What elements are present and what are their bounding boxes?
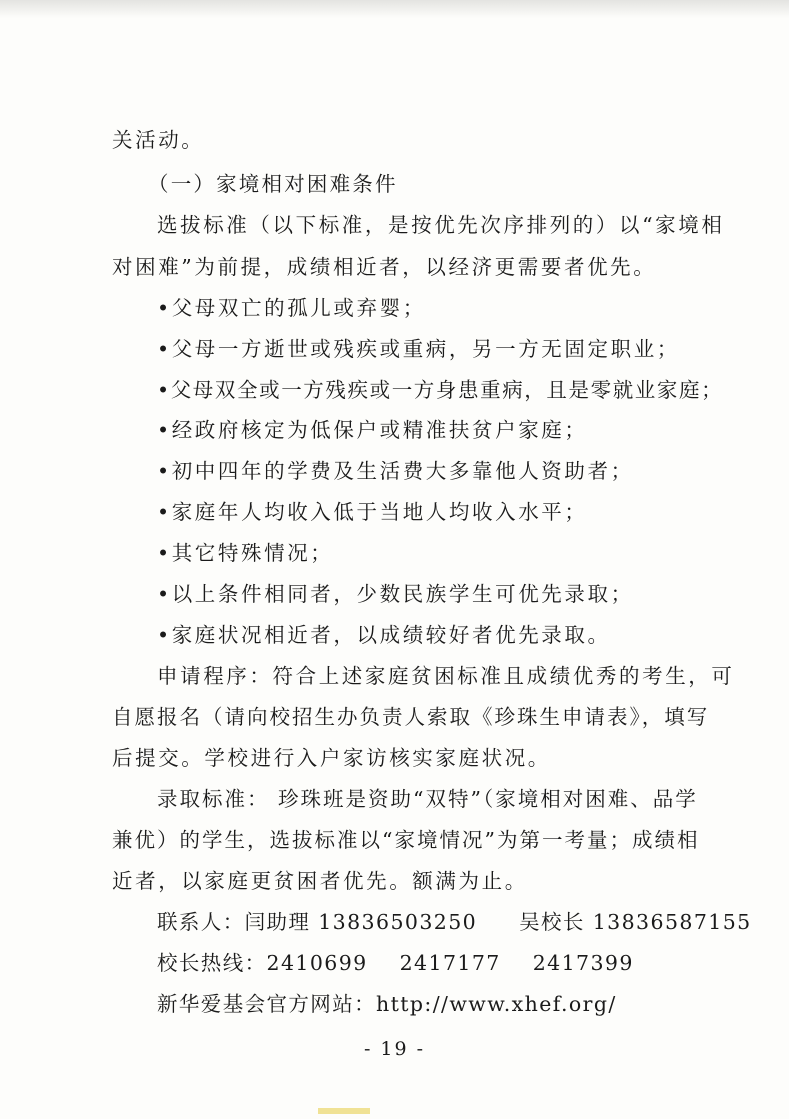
admission-line-3: 近者，以家庭更贫困者优先。额满为止。 bbox=[112, 869, 528, 893]
scan-edge-shadow bbox=[0, 0, 789, 18]
application-line-2: 自愿报名（请向校招生办负责人索取《珍珠生申请表》，填写 bbox=[112, 705, 710, 729]
criteria-intro-line-2: 对困难”为前提，成绩相近者，以经济更需要者优先。 bbox=[112, 255, 657, 279]
page-number: - 19 - bbox=[363, 1038, 426, 1060]
bullet-item: •家庭状况相近者，以成绩较好者优先录取。 bbox=[157, 623, 611, 647]
application-line-1: 申请程序：符合上述家庭贫困标准且成绩优秀的考生，可 bbox=[157, 664, 735, 688]
contact-person-2: 吴校长 13836587155 bbox=[519, 910, 752, 934]
website-line: 新华爱基会官方网站：http://www.xhef.org/ bbox=[157, 992, 617, 1016]
scan-edge-mark bbox=[318, 1108, 370, 1114]
contact-label: 联系人： bbox=[157, 910, 245, 934]
continuation-text: 关活动。 bbox=[112, 128, 205, 152]
bullet-item: •经政府核定为低保户或精准扶贫户家庭； bbox=[157, 418, 588, 442]
bullet-item: •家庭年人均收入低于当地人均收入水平； bbox=[157, 500, 588, 524]
bullet-item: •父母双亡的孤儿或弃婴； bbox=[157, 296, 426, 320]
hotline-number: 2417399 bbox=[532, 951, 634, 975]
admission-line-2: 兼优）的学生，选拔标准以“家境情况”为第一考量；成绩相 bbox=[112, 828, 700, 852]
application-line-3: 后提交。学校进行入户家访核实家庭状况。 bbox=[112, 746, 551, 770]
admission-line-1: 录取标准： 珍珠班是资助“双特”（家境相对困难、品学 bbox=[157, 787, 698, 811]
bullet-item: •父母双全或一方残疾或一方身患重病，且是零就业家庭； bbox=[157, 378, 724, 402]
bullet-item: •初中四年的学费及生活费大多靠他人资助者； bbox=[157, 459, 634, 483]
bullet-item: •以上条件相同者，少数民族学生可优先录取； bbox=[157, 582, 634, 606]
hotline-number: 2417177 bbox=[399, 951, 501, 975]
hotline-number: 2410699 bbox=[266, 951, 368, 975]
contact-person-1: 闫助理 13836503250 bbox=[244, 910, 478, 934]
bullet-item: •父母一方逝世或残疾或重病，另一方无固定职业； bbox=[157, 337, 680, 361]
section-heading: （一）家境相对困难条件 bbox=[148, 172, 398, 196]
hotline-label: 校长热线： bbox=[157, 951, 267, 975]
contact-line bbox=[157, 908, 752, 936]
hotline-line bbox=[157, 949, 747, 977]
bullet-item: •其它特殊情况； bbox=[157, 541, 334, 565]
criteria-intro-line-1: 选拔标准（以下标准，是按优先次序排列的）以“家境相 bbox=[157, 213, 725, 237]
